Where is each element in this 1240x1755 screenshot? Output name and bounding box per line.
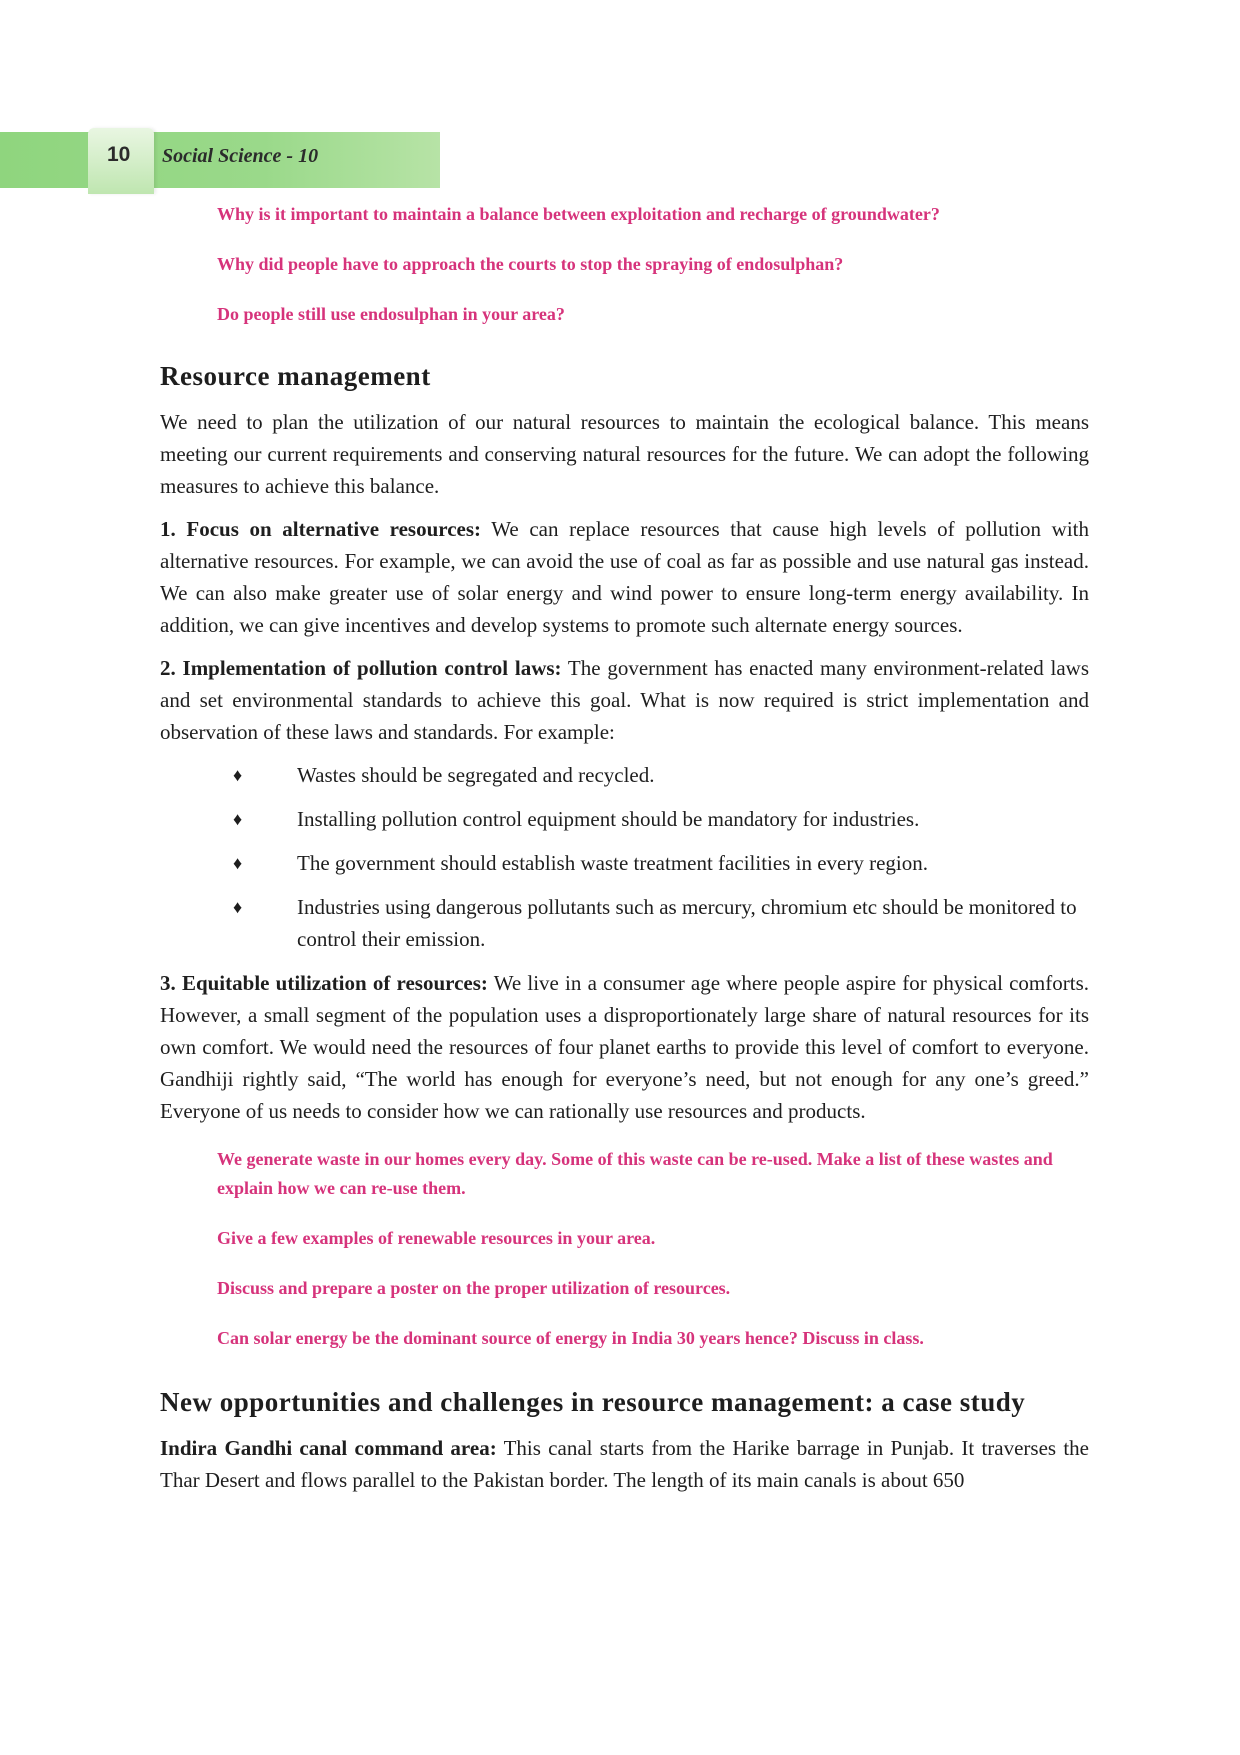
list-item bbox=[160, 891, 1089, 955]
point-2-text: The government has enacted many environment-related laws and set environmental standards to achieve this goal. What is now required is strict implementation and observation of these laws and standards. For example: bbox=[160, 656, 1089, 744]
book-title: Social Science - 10 bbox=[162, 145, 319, 167]
paragraph-point-1 bbox=[160, 513, 1089, 641]
section-heading-resource-management: Resource management bbox=[160, 361, 431, 391]
list-item bbox=[160, 803, 1089, 835]
point-1-title: 1. Focus on alternative resources: bbox=[160, 517, 482, 541]
activity-question: Can solar energy be the dominant source of energy in India 30 years hence? Discuss in class. bbox=[217, 1328, 924, 1348]
paragraph-case-study bbox=[160, 1432, 1089, 1496]
list-item bbox=[160, 759, 1089, 791]
point-2-title: 2. Implementation of pollution control laws: bbox=[160, 656, 562, 680]
activity-question: Why did people have to approach the courts to stop the spraying of endosulphan? bbox=[217, 254, 844, 274]
point-1-text: We can replace resources that cause high levels of pollution with alternative resources. For example, we can avoid the use of coal as far as possible and use natural gas instead. We can also make greater use of solar energy and wind power to ensure long-term energy availability. In addition, we can give incentives and develop systems to promote such alternate energy sources. bbox=[160, 517, 1090, 637]
activity-question: We generate waste in our homes every day. Some of this waste can be re-used. Make a list of these wastes and explain how we can re-use them. bbox=[217, 1149, 1053, 1198]
list-item-text: Industries using dangerous pollutants such as mercury, chromium etc should be monitored to control their emission. bbox=[297, 895, 1077, 951]
bullet-diamond-icon: ♦ bbox=[233, 897, 243, 917]
case-study-lead-title: Indira Gandhi canal command area: bbox=[160, 1436, 497, 1460]
page-number: 10 bbox=[107, 143, 131, 166]
bullet-diamond-icon: ♦ bbox=[233, 853, 243, 873]
list-item-text: The government should establish waste treatment facilities in every region. bbox=[297, 851, 928, 875]
list-item-text: Installing pollution control equipment should be mandatory for industries. bbox=[297, 807, 920, 831]
bullet-list bbox=[160, 759, 1089, 955]
activity-question: Do people still use endosulphan in your area? bbox=[217, 304, 565, 324]
section-heading-case-study: New opportunities and challenges in resource management: a case study bbox=[160, 1387, 1026, 1417]
list-item bbox=[160, 847, 1089, 879]
case-study-lead-text: This canal starts from the Harike barrage in Punjab. It traverses the Thar Desert and flows parallel to the Pakistan border. The length of its main canals is about 650 bbox=[160, 1436, 1090, 1492]
activity-question: Give a few examples of renewable resources in your area. bbox=[217, 1228, 656, 1248]
bullet-diamond-icon: ♦ bbox=[233, 809, 243, 829]
activity-question: Discuss and prepare a poster on the proper utilization of resources. bbox=[217, 1278, 731, 1298]
point-3-text: We live in a consumer age where people aspire for physical comforts. However, a small segment of the population uses a disproportionately large share of natural resources for its own comfort. We would need the resources of four planet earths to provide this level of comfort to everyone. Gandhiji rightly said, “The world has enough for everyone’s need, but not enough for any one’s greed.” Everyone of us needs to consider how we can rationally use resources and products. bbox=[160, 971, 1089, 1123]
paragraph-point-2 bbox=[160, 652, 1089, 748]
activity-questions-top bbox=[160, 200, 1089, 329]
activity-question: Why is it important to maintain a balance between exploitation and recharge of groundwater? bbox=[217, 204, 940, 224]
paragraph-intro: We need to plan the utilization of our natural resources to maintain the ecological balance. This means meeting our current requirements and conserving natural resources for the future. We can adopt the following measures to achieve this balance. bbox=[160, 410, 1089, 498]
list-item-text: Wastes should be segregated and recycled. bbox=[297, 763, 655, 787]
activity-questions-mid bbox=[160, 1145, 1089, 1353]
bullet-diamond-icon: ♦ bbox=[233, 765, 243, 785]
paragraph-point-3 bbox=[160, 967, 1089, 1127]
point-3-title: 3. Equitable utilization of resources: bbox=[160, 971, 488, 995]
page-content bbox=[160, 190, 1089, 1507]
